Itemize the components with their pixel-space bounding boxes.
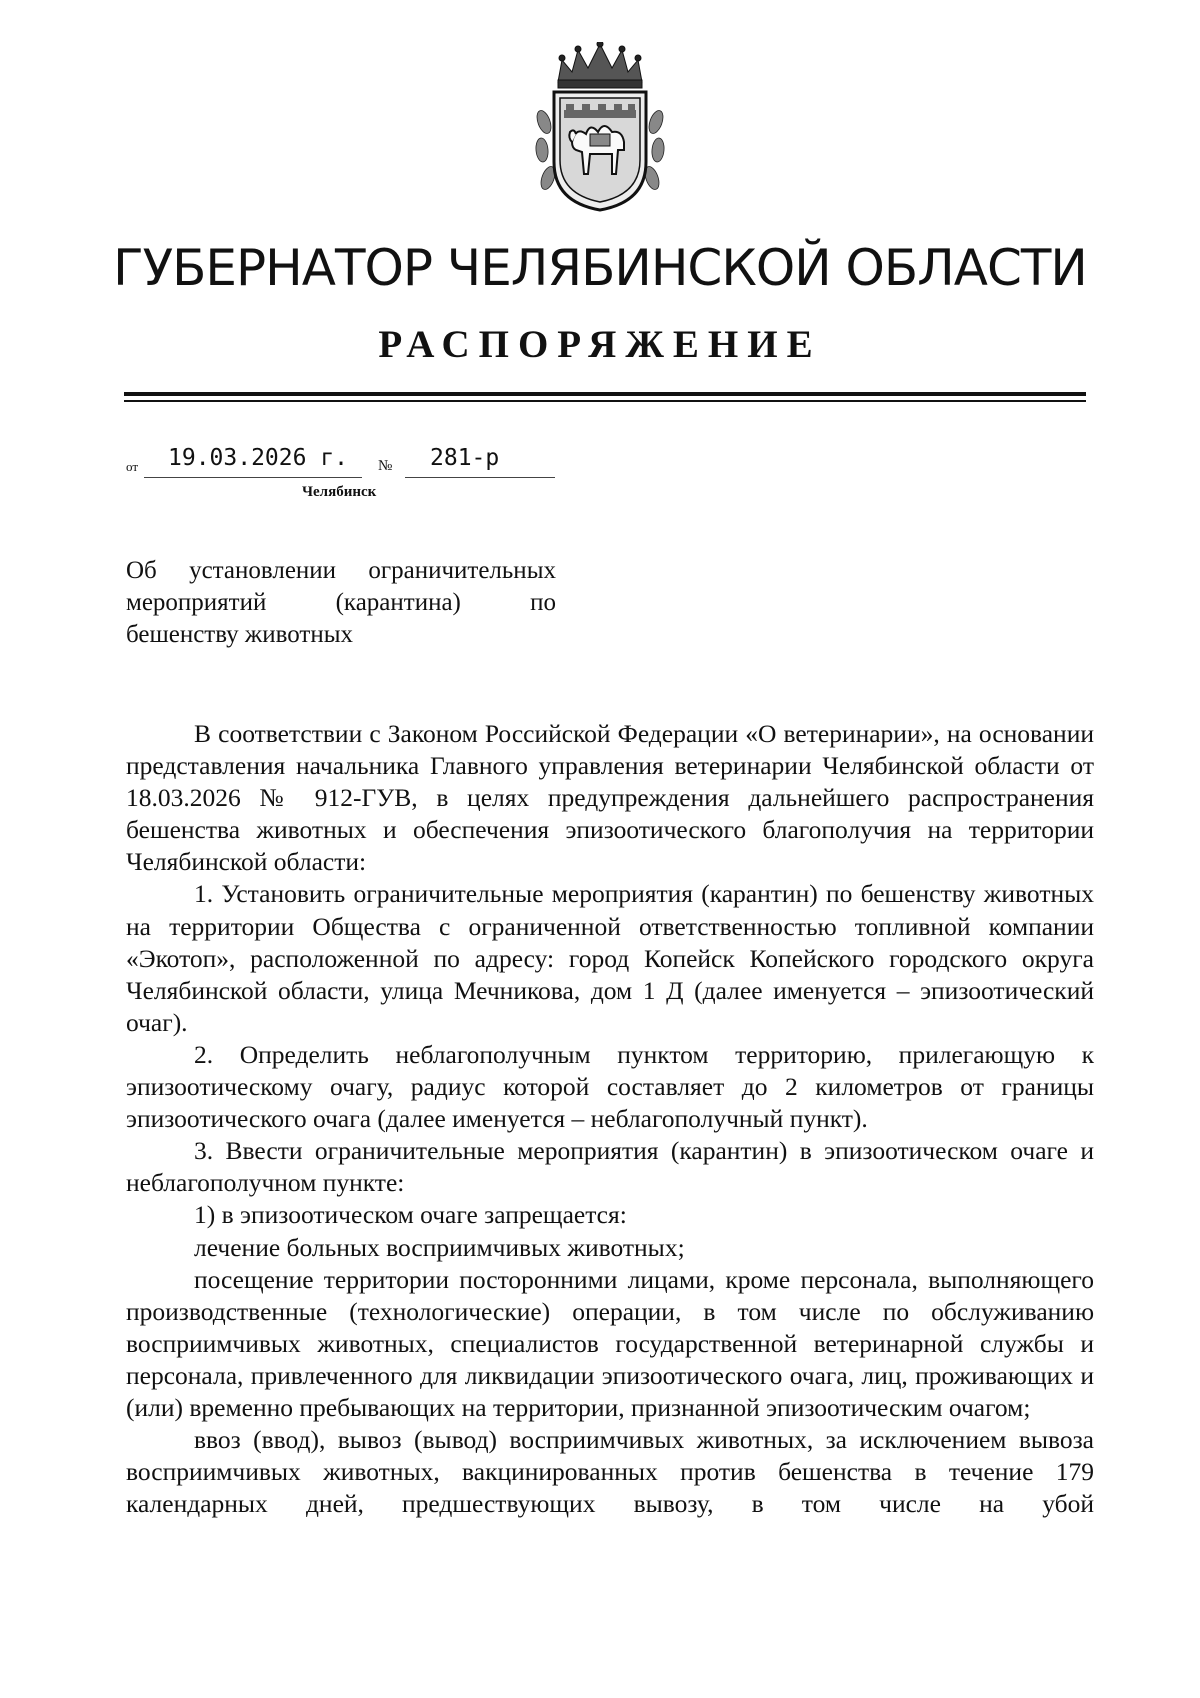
body-paragraph: ввоз (ввод), вывоз (вывод) восприимчивых животных, за исключением вывоза восприимчивых животных, вакцинированных против бешенства в течение 179 календарных дней, предшествующих вывозу, в том числе на убой xyxy=(126,1425,1094,1519)
body-paragraph: 1) в эпизоотическом очаге запрещается: xyxy=(194,1200,627,1230)
header-divider-thick xyxy=(124,392,1086,396)
document-body xyxy=(126,718,1094,1520)
document-city: Челябинск xyxy=(302,484,377,500)
document-authority-title: ГУБЕРНАТОР ЧЕЛЯБИНСКОЙ ОБЛАСТИ xyxy=(113,239,1087,297)
document-type-title: РАСПОРЯЖЕНИЕ xyxy=(378,323,822,366)
from-label: от xyxy=(126,459,139,474)
subject-line: бешенству животных xyxy=(126,621,353,648)
chelyabinsk-coat-of-arms-icon xyxy=(532,42,668,212)
date-underline xyxy=(144,477,362,478)
document-subject xyxy=(126,555,556,651)
number-label: № xyxy=(378,458,393,474)
body-paragraph: 2. Определить неблагополучным пунктом территорию, прилегающую к эпизоотическому очагу, радиус которой составляет до 2 километров от границы эпизоотического очага (далее именуется – неблагополучный пункт). xyxy=(126,1039,1094,1134)
header-divider-thin xyxy=(124,400,1086,402)
subject-line: Об установлении ограничительных xyxy=(126,557,556,584)
body-paragraph: В соответствии с Законом Российской Федерации «О ветеринарии», на основании представления начальника Главного управления ветеринарии Челябинской области от 18.03.2026 № 912-ГУВ, в целях предупреждения дальнейшего распространения бешенства животных и обеспечения эпизоотического благополучия на территории Челябинской области: xyxy=(126,719,1094,877)
subject-line: мероприятий (карантина) по xyxy=(126,589,556,616)
body-paragraph: лечение больных восприимчивых животных; xyxy=(194,1232,685,1262)
body-paragraph: посещение территории посторонними лицами, кроме персонала, выполняющего производственные (технологические) операции, в том числе по обслуживанию восприимчивых животных, специалистов государственной ветеринарной службы и персонала, привлеченного для ликвидации эпизоотического очага, лиц, проживающих и (или) временно пребывающих на территории, признанной эпизоотическим очагом; xyxy=(126,1264,1094,1422)
body-paragraph: 3. Ввести ограничительные мероприятия (карантин) в эпизоотическом очаге и неблагополучном пункте: xyxy=(126,1136,1094,1198)
document-number: 281-р xyxy=(430,445,500,471)
number-underline xyxy=(405,477,555,478)
body-paragraph: 1. Установить ограничительные мероприятия (карантин) по бешенству животных на территории Общества с ограниченной ответственностью топливной компании «Экотоп», расположенной по адресу: город Копейск Копейского городского округа Челябинской области, улица Мечникова, дом 1 Д (далее именуется – эпизоотический очаг). xyxy=(126,879,1094,1037)
document-date: 19.03.2026 г. xyxy=(168,445,349,471)
